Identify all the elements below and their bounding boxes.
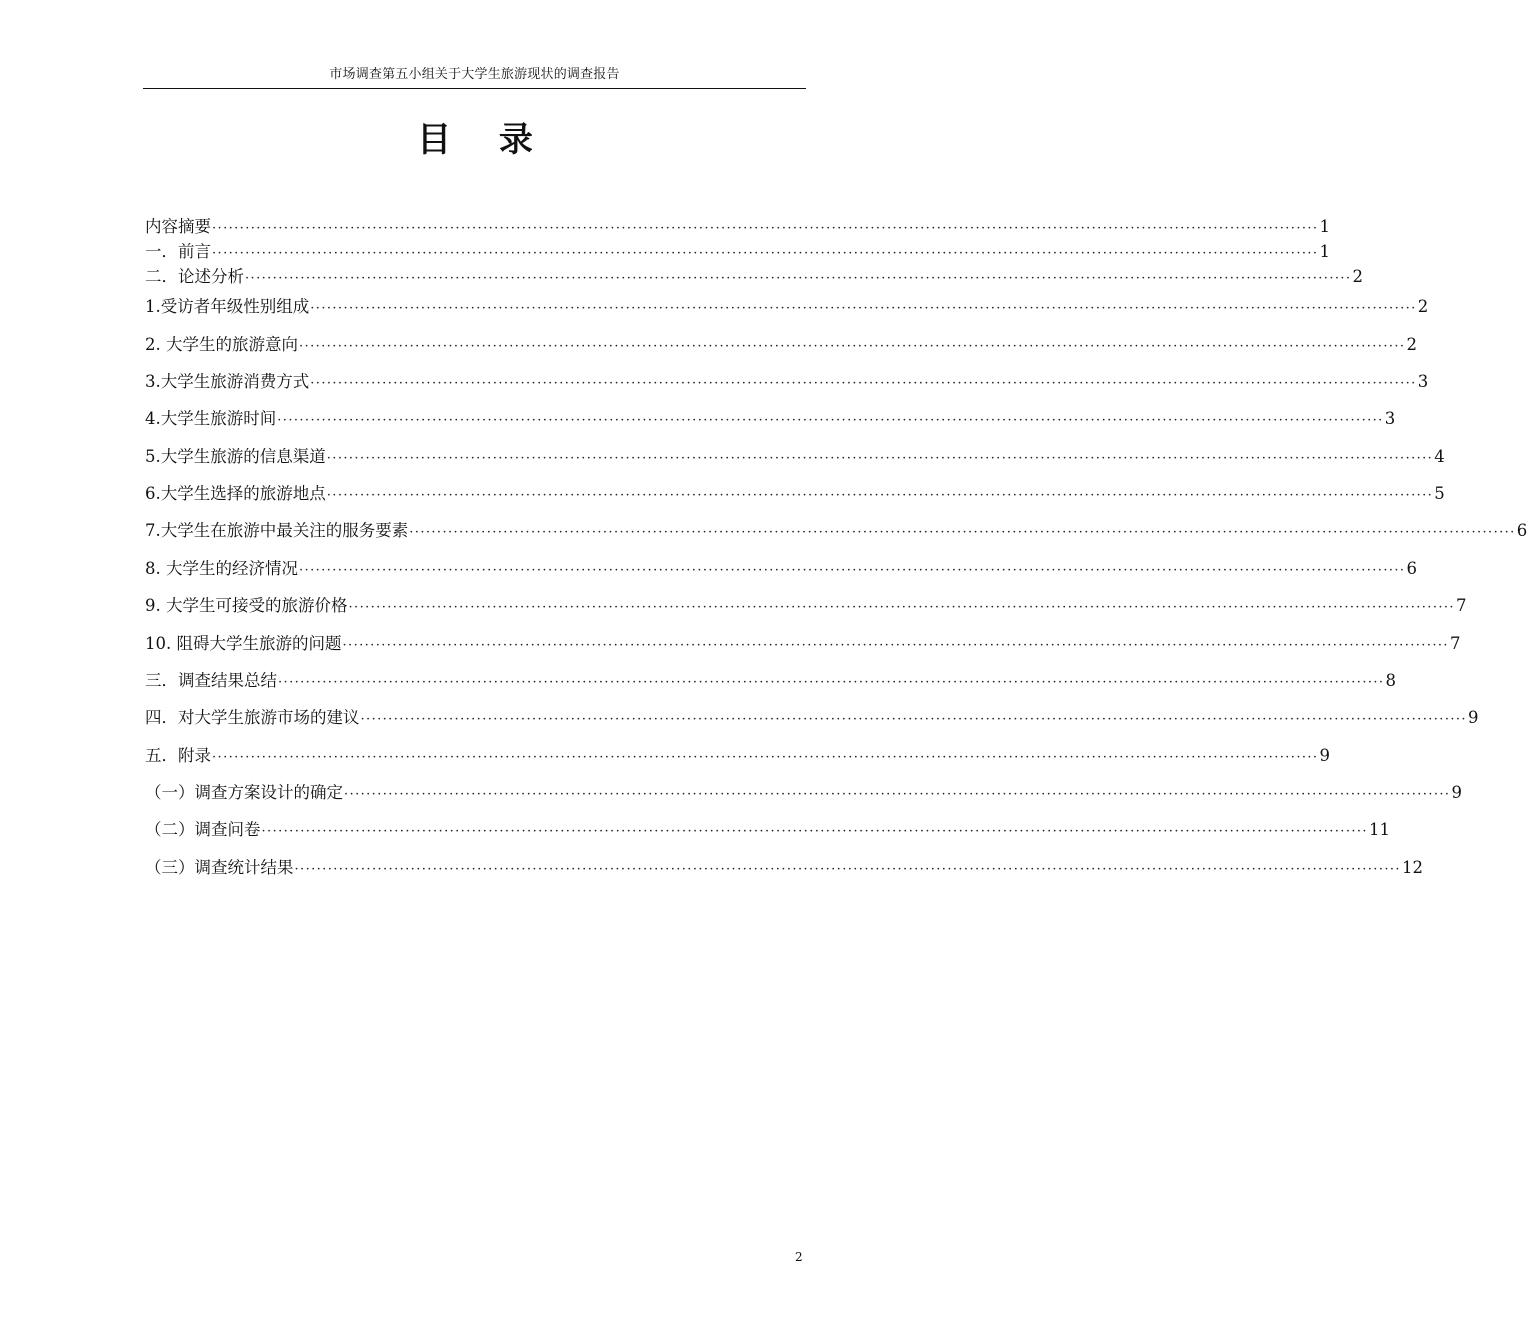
toc-entry-page: 12: [1401, 858, 1423, 877]
toc-entry[interactable]: [145, 241, 1330, 263]
toc-entry[interactable]: [145, 483, 1445, 505]
toc-entry-label: 一．前言: [145, 242, 211, 261]
toc-entry-page: 8: [1385, 671, 1396, 690]
toc-entry-label: 6.大学生选择的旅游地点: [145, 484, 326, 503]
toc-entry[interactable]: [145, 371, 1429, 393]
toc-entry[interactable]: [145, 558, 1417, 580]
toc-entry-label: 1.受访者年级性别组成: [145, 297, 310, 316]
toc-entry-page: 4: [1434, 447, 1445, 466]
toc-entry-label: 2. 大学生的旅游意向: [145, 335, 298, 354]
running-header: 市场调查第五小组关于大学生旅游现状的调查报告: [329, 67, 620, 82]
toc-entry-label: 8. 大学生的经济情况: [145, 559, 298, 578]
dot-leader: ········································································································································································································: [326, 451, 1434, 466]
dot-leader: ········································································································································································································: [245, 271, 1352, 286]
dot-leader: ········································································································································································································: [310, 301, 1417, 316]
dot-leader: ········································································································································································································: [299, 339, 1406, 354]
toc-entry-page: 9: [1319, 746, 1330, 765]
toc-entry[interactable]: [145, 633, 1461, 655]
toc-entry-label: 二．论述分析: [145, 267, 244, 286]
toc-title: 目 录: [417, 120, 551, 160]
toc-entry[interactable]: [145, 296, 1429, 318]
toc-entry-page: 3: [1417, 372, 1429, 391]
toc-entry[interactable]: [145, 334, 1417, 356]
toc-entry-label: 10. 阻碍大学生旅游的问题: [145, 634, 342, 653]
toc-entry-page: 2: [1417, 297, 1429, 316]
toc-entry-label: 三．调查结果总结: [145, 671, 277, 690]
toc-entry[interactable]: [145, 819, 1390, 841]
toc-entry[interactable]: [145, 782, 1462, 804]
toc-entry-label: （二）调查问卷: [145, 820, 261, 839]
dot-leader: ········································································································································································································: [278, 675, 1385, 690]
toc-entry-page: 7: [1455, 596, 1467, 615]
dot-leader: ········································································································································································································: [212, 246, 1319, 261]
toc-entry-label: 4.大学生旅游时间: [145, 409, 277, 428]
toc-entry-label: （三）调查统计结果: [145, 858, 294, 877]
dot-leader: ········································································································································································································: [310, 376, 1417, 391]
toc-entry[interactable]: [145, 408, 1396, 430]
toc-entry[interactable]: [145, 446, 1445, 468]
toc-entry-label: 内容摘要: [145, 217, 211, 236]
toc-entry[interactable]: [145, 520, 1527, 542]
toc-entry-page: 6: [1406, 559, 1417, 578]
toc-entry[interactable]: [145, 745, 1330, 767]
toc-entry-page: 9: [1467, 708, 1479, 727]
toc-entry-page: 2: [1352, 267, 1363, 286]
toc-entry-page: 11: [1368, 820, 1390, 839]
toc-entry[interactable]: [145, 707, 1479, 729]
dot-leader: ········································································································································································································: [326, 488, 1434, 503]
toc-entry-page: 2: [1406, 335, 1417, 354]
toc-entry-page: 6: [1516, 521, 1527, 540]
dot-leader: ········································································································································································································: [299, 563, 1406, 578]
dot-leader: ········································································································································································································: [360, 712, 1467, 727]
toc-entry[interactable]: [145, 595, 1467, 617]
dot-leader: ········································································································································································································: [344, 787, 1451, 802]
toc-entry-label: 9. 大学生可接受的旅游价格: [145, 596, 348, 615]
toc-entry[interactable]: [145, 266, 1363, 288]
dot-leader: ········································································································································································································: [342, 638, 1449, 653]
dot-leader: ········································································································································································································: [277, 413, 1384, 428]
toc-entry-page: 7: [1449, 634, 1461, 653]
dot-leader: ········································································································································································································: [409, 525, 1516, 540]
toc-entry-label: 5.大学生旅游的信息渠道: [145, 447, 326, 466]
toc-entry-label: 四．对大学生旅游市场的建议: [145, 708, 360, 727]
toc-entry-label: 五．附录: [145, 746, 211, 765]
page-number: 2: [795, 1250, 803, 1264]
toc-entry-label: 7.大学生在旅游中最关注的服务要素: [145, 521, 409, 540]
toc-entry-page: 1: [1319, 242, 1330, 261]
toc-entry[interactable]: [145, 857, 1423, 879]
toc-entry-page: 3: [1384, 409, 1396, 428]
toc-entry-page: 5: [1434, 484, 1445, 503]
toc-entry-label: 3.大学生旅游消费方式: [145, 372, 310, 391]
dot-leader: ········································································································································································································: [261, 824, 1368, 839]
toc-entry-page: 1: [1319, 217, 1330, 236]
toc-entry-label: （一）调查方案设计的确定: [145, 783, 343, 802]
toc-entry[interactable]: [145, 670, 1396, 692]
dot-leader: ········································································································································································································: [294, 862, 1401, 877]
dot-leader: ········································································································································································································: [348, 600, 1455, 615]
toc-entry[interactable]: [145, 216, 1330, 238]
dot-leader: ········································································································································································································: [212, 221, 1319, 236]
dot-leader: ········································································································································································································: [212, 750, 1319, 765]
toc-entry-page: 9: [1451, 783, 1462, 802]
